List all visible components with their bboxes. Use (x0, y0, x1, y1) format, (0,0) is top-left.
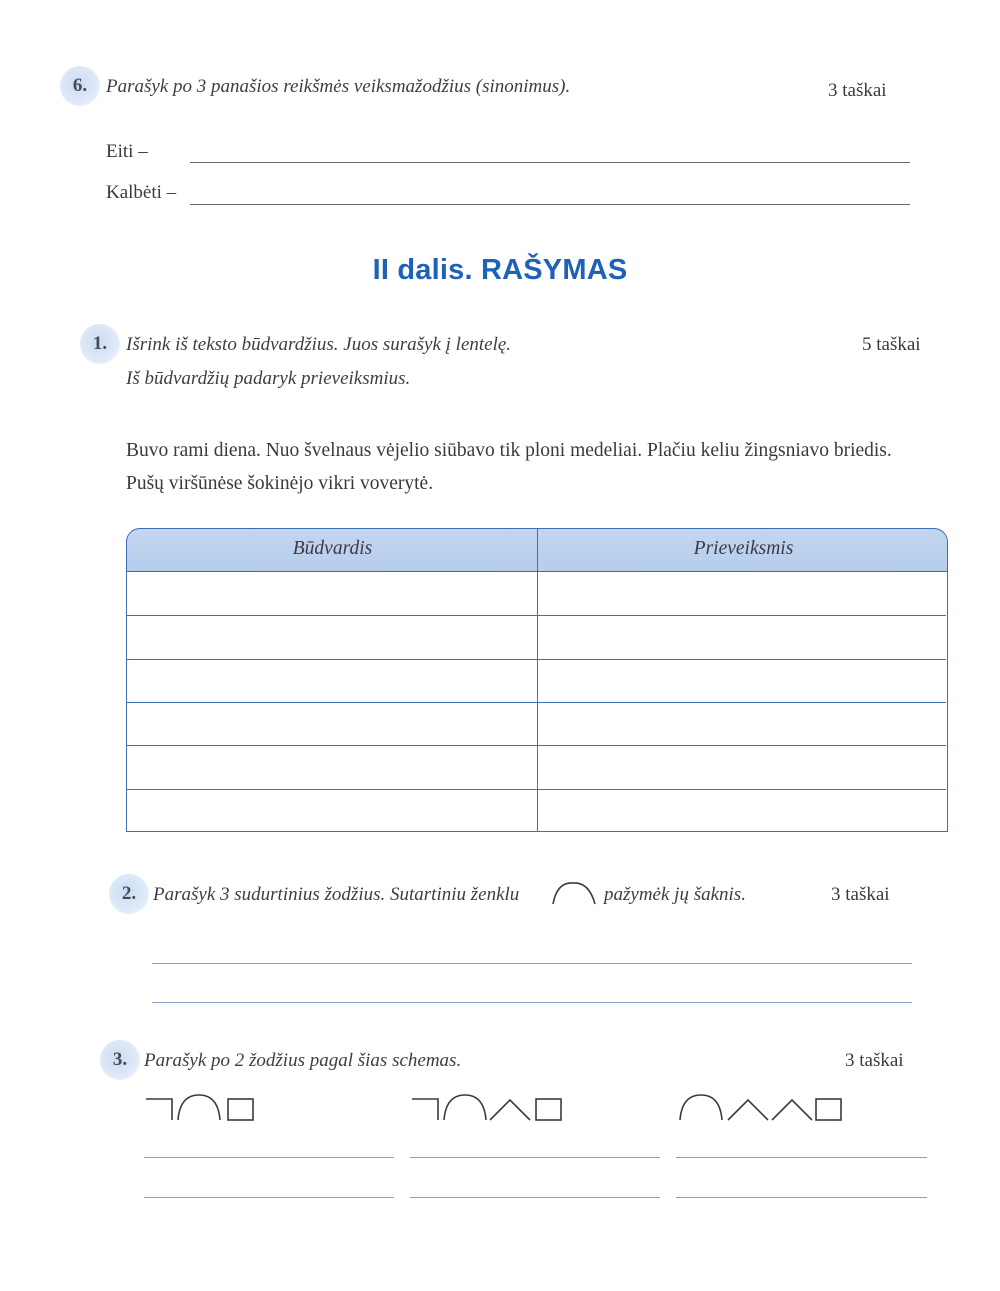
suffix-caret-icon (728, 1100, 768, 1120)
task1-instruction-line1: Išrink iš teksto būdvardžius. Juos surašyk į lentelę. (126, 334, 512, 355)
task3-instruction: Parašyk po 2 žodžius pagal šias schemas. (144, 1050, 462, 1071)
table-header-prieveiksmis: Prieveiksmis (693, 538, 794, 559)
table-cell-prieveiksmis[interactable] (538, 659, 946, 702)
table-cell-prieveiksmis[interactable] (538, 702, 946, 745)
task3-answer-line-col1-1[interactable] (144, 1157, 394, 1158)
table-cell-prieveiksmis[interactable] (538, 572, 946, 615)
ending-box-icon (536, 1099, 561, 1120)
task1-points: 5 taškai (862, 334, 921, 355)
task6-points: 3 taškai (828, 80, 887, 101)
root-arc-icon (680, 1095, 722, 1120)
task6-number: 6. (72, 75, 88, 96)
table-row-divider (127, 702, 946, 703)
table-cell-prieveiksmis[interactable] (538, 745, 946, 788)
task3-points: 3 taškai (845, 1050, 904, 1071)
ending-box-icon (228, 1099, 253, 1120)
table-cell-budvardis[interactable] (127, 659, 537, 702)
table-row-divider (127, 789, 946, 790)
task2-answer-line-2[interactable] (152, 1002, 912, 1003)
suffix-caret-icon (490, 1100, 530, 1120)
suffix-caret-icon (772, 1100, 812, 1120)
table-row-divider (127, 615, 946, 616)
table-cell-budvardis[interactable] (127, 789, 537, 832)
task2-instruction-before: Parašyk 3 sudurtinius žodžius. Sutartiniu ženklu (153, 884, 520, 905)
table-row-divider (127, 745, 946, 746)
root-arc-icon (178, 1095, 220, 1120)
task3-answer-line-col1-2[interactable] (144, 1197, 394, 1198)
task2-instruction-after: pažymėk jų šaknis. (604, 884, 746, 905)
section-title: II dalis. RAŠYMAS (372, 254, 628, 286)
task2-answer-line-1[interactable] (152, 963, 912, 964)
prefix-icon (146, 1099, 172, 1120)
table-cell-budvardis[interactable] (127, 745, 537, 788)
table-cell-prieveiksmis[interactable] (538, 615, 946, 658)
table-header-row (126, 528, 948, 572)
task2-number-badge (109, 874, 149, 914)
task6-label-eiti: Eiti – (106, 141, 148, 162)
task3-answer-line-col3-2[interactable] (676, 1197, 927, 1198)
task3-answer-line-col2-2[interactable] (410, 1197, 660, 1198)
task1-number-badge (80, 324, 120, 364)
task6-answer-line-eiti[interactable] (190, 162, 910, 163)
task6-label-kalbeti: Kalbėti – (106, 182, 177, 203)
table-row-divider (127, 659, 946, 660)
table-cell-budvardis[interactable] (127, 702, 537, 745)
root-arc-icon (549, 880, 599, 906)
task6-answer-line-kalbeti[interactable] (190, 204, 910, 205)
root-arc-icon (444, 1095, 486, 1120)
table-header-budvardis: Būdvardis (292, 538, 373, 559)
schema-prefix-root-ending (144, 1090, 259, 1124)
task1-instruction-line2: Iš būdvardžių padaryk prieveiksmius. (126, 368, 411, 389)
adjective-adverb-table (126, 528, 948, 832)
task3-answer-line-col3-1[interactable] (676, 1157, 927, 1158)
schema-root-suffix-suffix-ending (678, 1090, 848, 1124)
task3-number: 3. (112, 1049, 128, 1070)
table-body (126, 572, 948, 832)
task1-text: Buvo rami diena. Nuo švelnaus vėjelio siūbavo tik ploni medeliai. Plačiu keliu žingsniavo briedis. Pušų viršūnėse šokinėjo vikri voverytė. (126, 440, 892, 494)
task3-answer-line-col2-1[interactable] (410, 1157, 660, 1158)
task1-number: 1. (92, 333, 108, 354)
ending-box-icon (816, 1099, 841, 1120)
table-header-divider (537, 529, 538, 571)
task6-instruction: Parašyk po 3 panašios reikšmės veiksmažodžius (sinonimus). (106, 76, 571, 97)
table-cell-budvardis[interactable] (127, 615, 537, 658)
task6-number-badge (60, 66, 100, 106)
schema-prefix-root-suffix-ending (410, 1090, 570, 1124)
task2-points: 3 taškai (831, 884, 890, 905)
task2-number: 2. (121, 883, 137, 904)
table-cell-budvardis[interactable] (127, 572, 537, 615)
task3-number-badge (100, 1040, 140, 1080)
prefix-icon (412, 1099, 438, 1120)
table-cell-prieveiksmis[interactable] (538, 789, 946, 832)
